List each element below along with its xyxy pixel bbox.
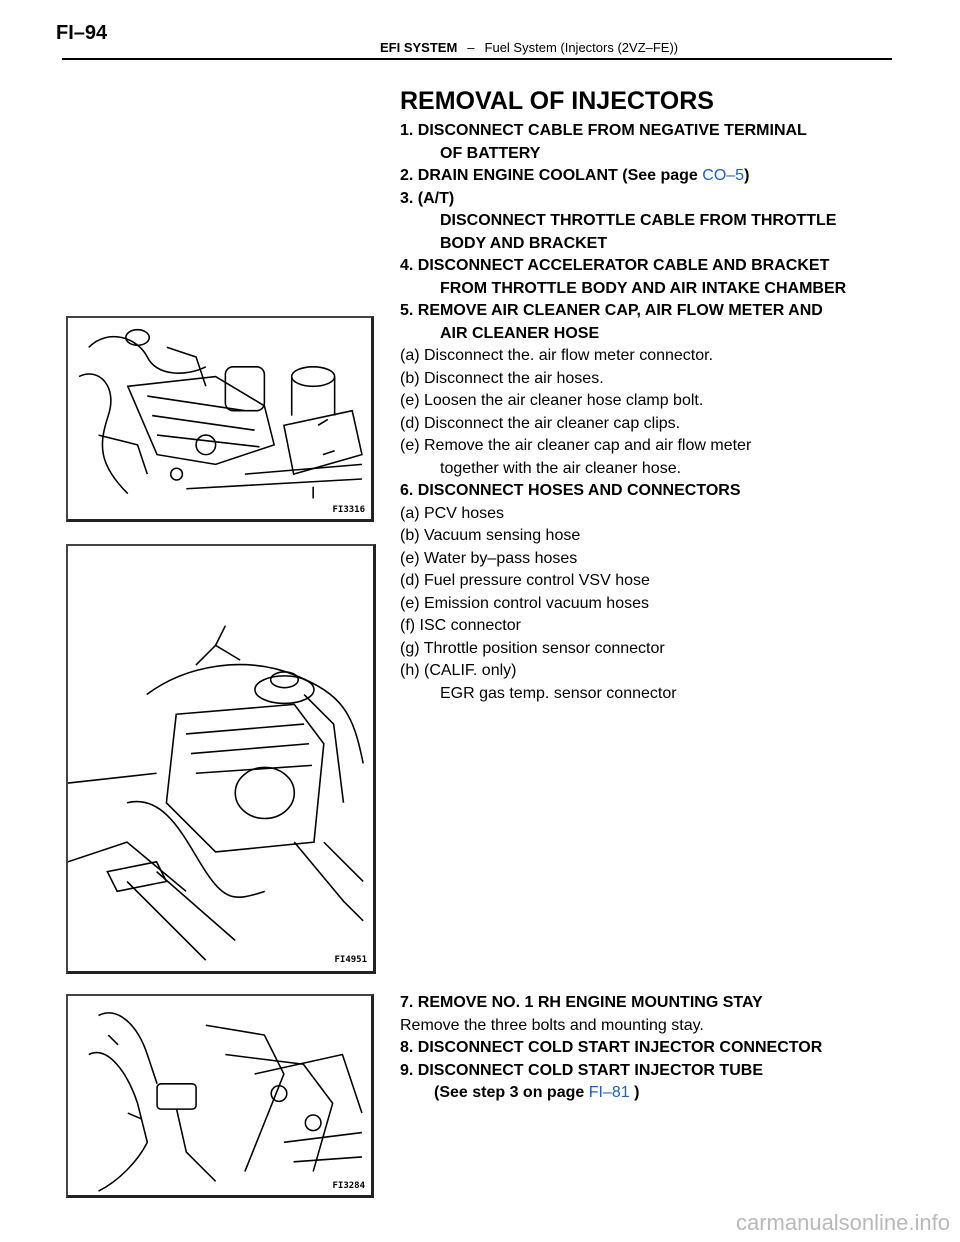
step-3-cont-1: DISCONNECT THROTTLE CABLE FROM THROTTLE [440,212,837,229]
watermark: carmanualsonline.info [735,1210,950,1235]
step-9-ref-text: (See step 3 on page [434,1084,589,1101]
step-5-item: (d) Disconnect the air cleaner cap clips. [400,414,681,432]
step-5: 5. REMOVE AIR CLEANER CAP, AIR FLOW METER AND [400,302,823,319]
header-section: EFI SYSTEM [380,40,458,55]
figure-code: FI3316 [332,505,365,515]
step-5-item-cont: together with the air cleaner hose. [440,459,682,477]
step-5-item: (e) Loosen the air cleaner hose clamp bolt. [400,392,704,409]
step-4-cont: FROM THROTTLE BODY AND AIR INTAKE CHAMBER [440,279,847,297]
step-5-item: (a) Disconnect the. air flow meter connector. [400,347,714,364]
step-6-item: (b) Vacuum sensing hose [400,527,581,544]
step-6-item: (d) Fuel pressure control VSV hose [400,572,650,589]
figure-cold-start-injector [66,994,374,1198]
step-2-close: ) [744,167,750,184]
figure-air-cleaner [66,316,374,522]
section-title: REMOVAL OF INJECTORS [400,87,714,115]
step-1-cont: OF BATTERY [440,144,541,162]
step-6-item: (e) Water by–pass hoses [400,549,578,567]
step-1: 1. DISCONNECT CABLE FROM NEGATIVE TERMINAL [400,122,807,139]
step-6-item: (e) Emission control vacuum hoses [400,594,649,612]
step-6-item: (g) Throttle position sensor connector [400,639,665,657]
header-rule [62,58,892,60]
step-9: 9. DISCONNECT COLD START INJECTOR TUBE [400,1061,763,1079]
step-5-cont: AIR CLEANER HOSE [440,324,600,342]
step-4: 4. DISCONNECT ACCELERATOR CABLE AND BRACKET [400,257,830,274]
step-6-item: (h) (CALIF. only) [400,662,517,679]
step-9-close: ) [629,1084,640,1101]
step-7: 7. REMOVE NO. 1 RH ENGINE MOUNTING STAY [400,994,763,1011]
step-6: 6. DISCONNECT HOSES AND CONNECTORS [400,482,741,499]
step-6-item: (a) PCV hoses [400,504,505,522]
removal-steps-continued [400,992,900,1105]
step-9-cont [400,1082,900,1105]
figure-hoses-connectors [66,544,376,974]
removal-steps [400,86,900,705]
step-5-item: (e) Remove the air cleaner cap and air flow meter [400,437,752,454]
page-link-co5[interactable]: CO–5 [702,167,745,184]
step-7-text: Remove the three bolts and mounting stay. [400,1016,704,1034]
step-2-text: 2. DRAIN ENGINE COOLANT (See page [400,167,703,184]
figure-code: FI3284 [332,1181,365,1191]
step-3: 3. (A/T) [400,189,455,207]
header-subsection: Fuel System (Injectors (2VZ–FE)) [484,40,679,55]
step-5-item: (b) Disconnect the air hoses. [400,369,604,387]
step-2 [400,165,900,188]
page-link-fi81[interactable]: FI–81 [588,1084,630,1101]
step-3-cont-2: BODY AND BRACKET [440,234,608,252]
page-number: FI–94 [56,22,108,44]
header-separator: – [467,40,475,55]
figure-code: FI4951 [334,955,367,965]
running-header [380,40,678,55]
step-6-item-cont: EGR gas temp. sensor connector [440,684,677,702]
step-6-item: (f) ISC connector [400,617,521,634]
step-8: 8. DISCONNECT COLD START INJECTOR CONNECTOR [400,1039,823,1056]
